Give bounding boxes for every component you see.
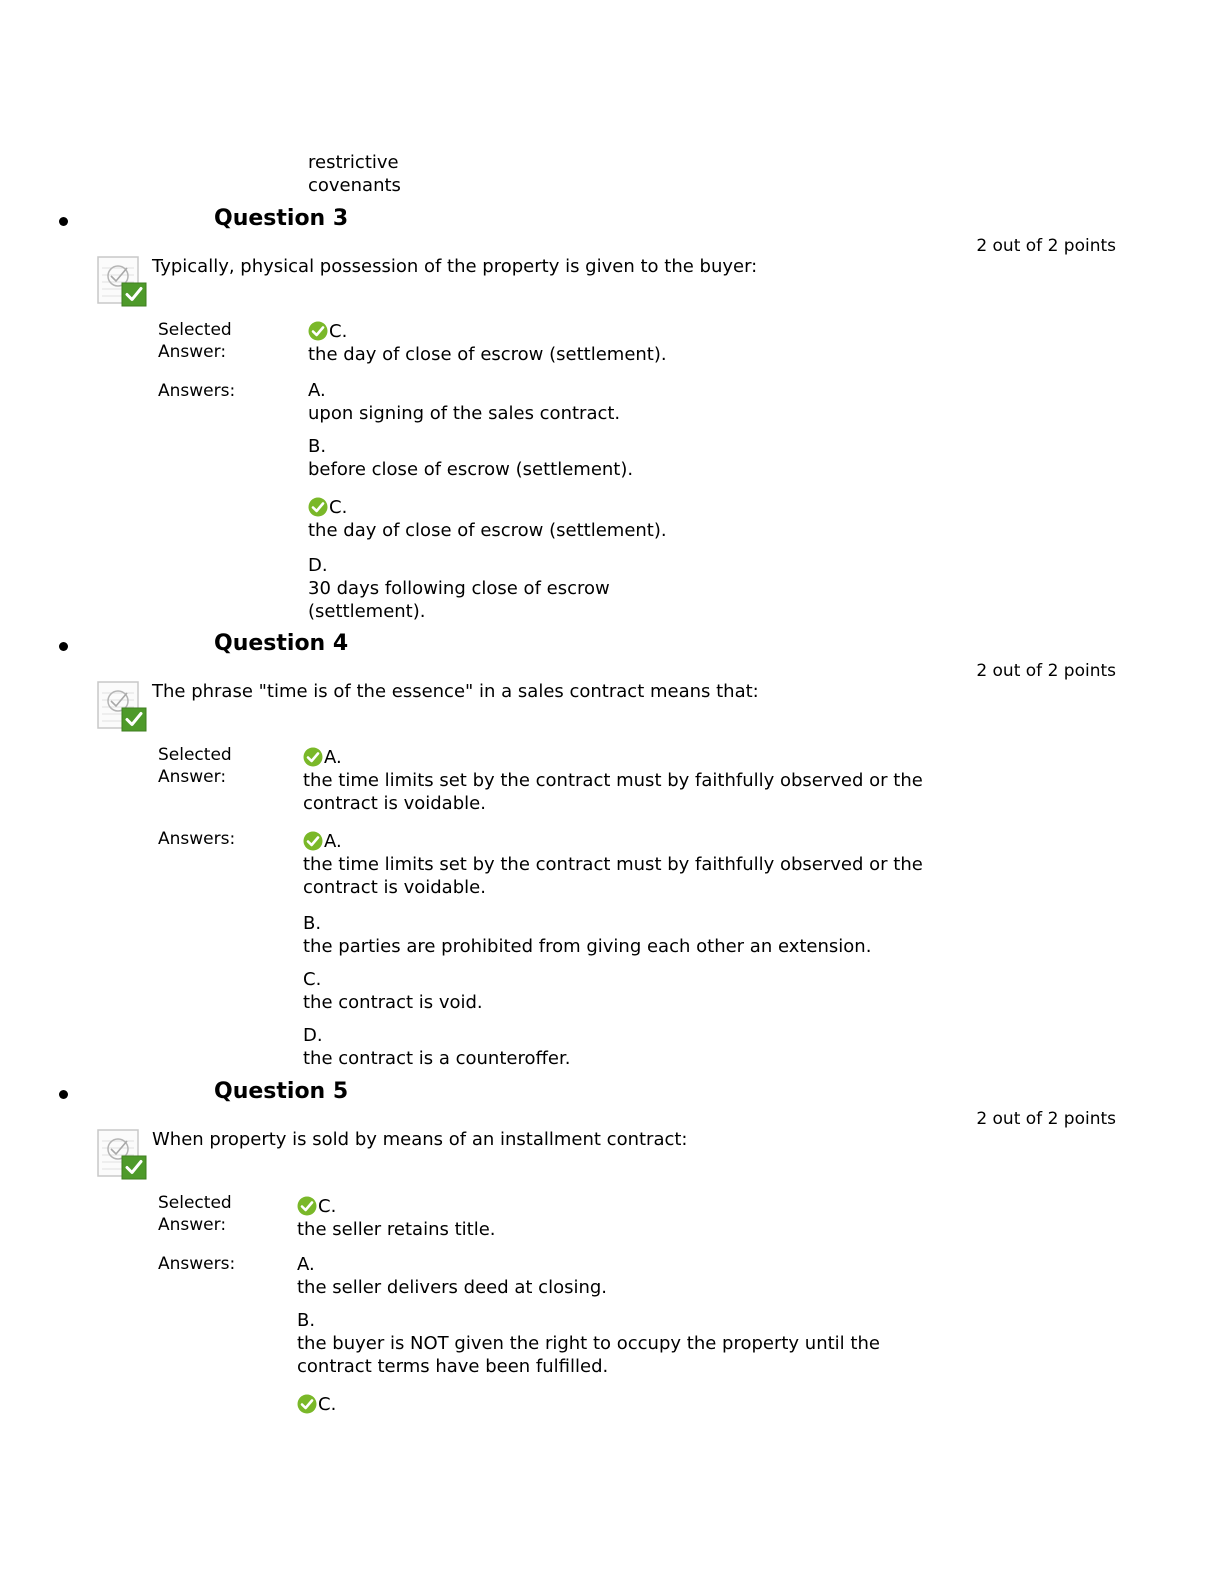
question-text: The phrase "time is of the essence" in a sales contract means that: <box>152 681 759 702</box>
selected-answer <box>297 1195 496 1241</box>
answer-option-b <box>308 435 633 481</box>
option-text-line-1: the buyer is NOT given the right to occupy the property until the <box>297 1333 880 1354</box>
option-text-line-2: contract terms have been fulfilled. <box>297 1356 609 1377</box>
correct-check-icon <box>308 497 328 517</box>
correct-check-icon <box>303 747 323 767</box>
question-title: Question 3 <box>214 206 349 231</box>
option-letter: D. <box>308 555 328 576</box>
option-text: the contract is void. <box>303 992 483 1013</box>
question-points: 2 out of 2 points <box>976 661 1116 681</box>
bullet-icon <box>59 1090 68 1099</box>
option-letter: A. <box>297 1254 315 1275</box>
selected-answer <box>308 320 667 366</box>
option-text-line-1: the time limits set by the contract must by faithfully observed or the <box>303 770 923 791</box>
question-title: Question 5 <box>214 1079 349 1104</box>
question-points: 2 out of 2 points <box>976 236 1116 256</box>
carryover-line-1: restrictive <box>308 152 399 173</box>
option-text: the seller retains title. <box>297 1219 496 1240</box>
option-text: the day of close of escrow (settlement). <box>308 520 667 541</box>
selected-answer <box>303 746 923 815</box>
correct-check-icon <box>297 1394 317 1414</box>
question-title: Question 4 <box>214 631 349 656</box>
carryover-answer <box>308 151 401 197</box>
selected-answer-label: Selected Answer: <box>158 320 232 362</box>
option-letter: A. <box>324 747 342 768</box>
correct-question-icon <box>97 681 149 733</box>
option-text-line-2: contract is voidable. <box>303 877 486 898</box>
option-text-line-2: (settlement). <box>308 601 426 622</box>
option-letter: C. <box>329 321 348 342</box>
option-letter: B. <box>303 913 322 934</box>
answers-label: Answers: <box>158 381 236 401</box>
selected-answer-label: Selected Answer: <box>158 745 232 787</box>
answer-option-a <box>297 1253 607 1299</box>
option-text-line-1: the time limits set by the contract must by faithfully observed or the <box>303 854 923 875</box>
answer-option-d <box>303 1024 570 1070</box>
option-text: upon signing of the sales contract. <box>308 403 621 424</box>
answer-option-a <box>303 830 923 899</box>
correct-check-icon <box>308 321 328 341</box>
option-text: before close of escrow (settlement). <box>308 459 634 480</box>
option-letter: C. <box>303 969 322 990</box>
option-text: the seller delivers deed at closing. <box>297 1277 608 1298</box>
option-text: the parties are prohibited from giving each other an extension. <box>303 936 872 957</box>
option-letter: C. <box>318 1394 337 1415</box>
answer-option-b <box>303 912 871 958</box>
option-text: the contract is a counteroffer. <box>303 1048 571 1069</box>
question-text: When property is sold by means of an installment contract: <box>152 1129 688 1150</box>
option-letter: B. <box>297 1310 316 1331</box>
bullet-icon <box>59 642 68 651</box>
question-points: 2 out of 2 points <box>976 1109 1116 1129</box>
option-text: the day of close of escrow (settlement). <box>308 344 667 365</box>
question-text: Typically, physical possession of the property is given to the buyer: <box>152 256 758 277</box>
selected-answer-label: Selected Answer: <box>158 1193 232 1235</box>
option-text-line-1: 30 days following close of escrow <box>308 578 610 599</box>
carryover-line-2: covenants <box>308 175 401 196</box>
correct-question-icon <box>97 256 149 308</box>
answers-label: Answers: <box>158 1254 236 1274</box>
answer-option-c <box>303 968 483 1014</box>
option-text-line-2: contract is voidable. <box>303 793 486 814</box>
correct-question-icon <box>97 1129 149 1181</box>
answers-label: Answers: <box>158 829 236 849</box>
answer-option-c <box>297 1393 336 1416</box>
bullet-icon <box>59 217 68 226</box>
option-letter: B. <box>308 436 327 457</box>
option-letter: A. <box>324 831 342 852</box>
option-letter: C. <box>318 1196 337 1217</box>
correct-check-icon <box>303 831 323 851</box>
answer-option-c <box>308 496 667 542</box>
option-letter: A. <box>308 380 326 401</box>
answer-option-a <box>308 379 620 425</box>
correct-check-icon <box>297 1196 317 1216</box>
option-letter: C. <box>329 497 348 518</box>
answer-option-b <box>297 1309 880 1378</box>
answer-option-d <box>308 554 610 623</box>
option-letter: D. <box>303 1025 323 1046</box>
